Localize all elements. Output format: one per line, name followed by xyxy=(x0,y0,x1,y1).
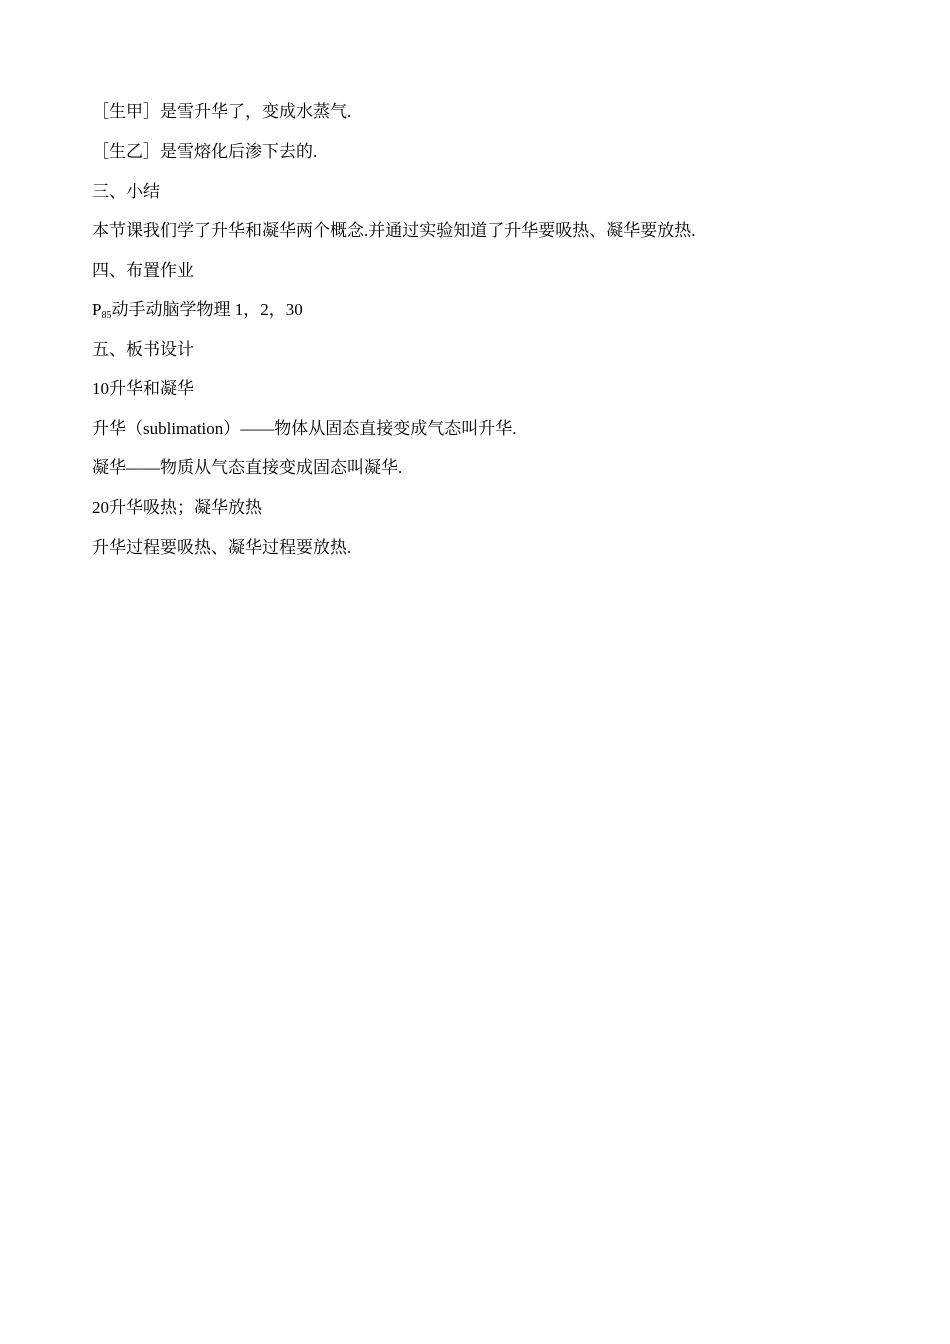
paragraph-student-b: ［生乙］是雪熔化后渗下去的. xyxy=(92,142,318,161)
heading-homework: 四、布置作业 xyxy=(92,261,194,280)
homework-page-subscript: 85 xyxy=(101,310,112,321)
homework-page-prefix: P xyxy=(92,300,102,319)
heading-board-design: 五、板书设计 xyxy=(92,340,194,359)
paragraph-summary: 本节课我们学了升华和凝华两个概念.并通过实验知道了升华要吸热、凝华要放热. xyxy=(92,221,696,240)
paragraph-heat: 升华过程要吸热、凝华过程要放热. xyxy=(92,538,352,557)
definition-sublimation: 升华（sublimation）——物体从固态直接变成气态叫升华. xyxy=(92,419,517,438)
homework-text: 动手动脑学物理 1，2，30 xyxy=(111,300,303,319)
paragraph-student-a: ［生甲］是雪升华了，变成水蒸气. xyxy=(92,102,352,121)
paragraph-homework xyxy=(92,299,303,327)
heading-summary: 三、小结 xyxy=(92,182,160,201)
definition-deposition: 凝华——物质从气态直接变成固态叫凝华. xyxy=(92,458,403,477)
board-item-1: 10升华和凝华 xyxy=(92,379,194,398)
board-item-2: 20升华吸热；凝华放热 xyxy=(92,498,262,517)
